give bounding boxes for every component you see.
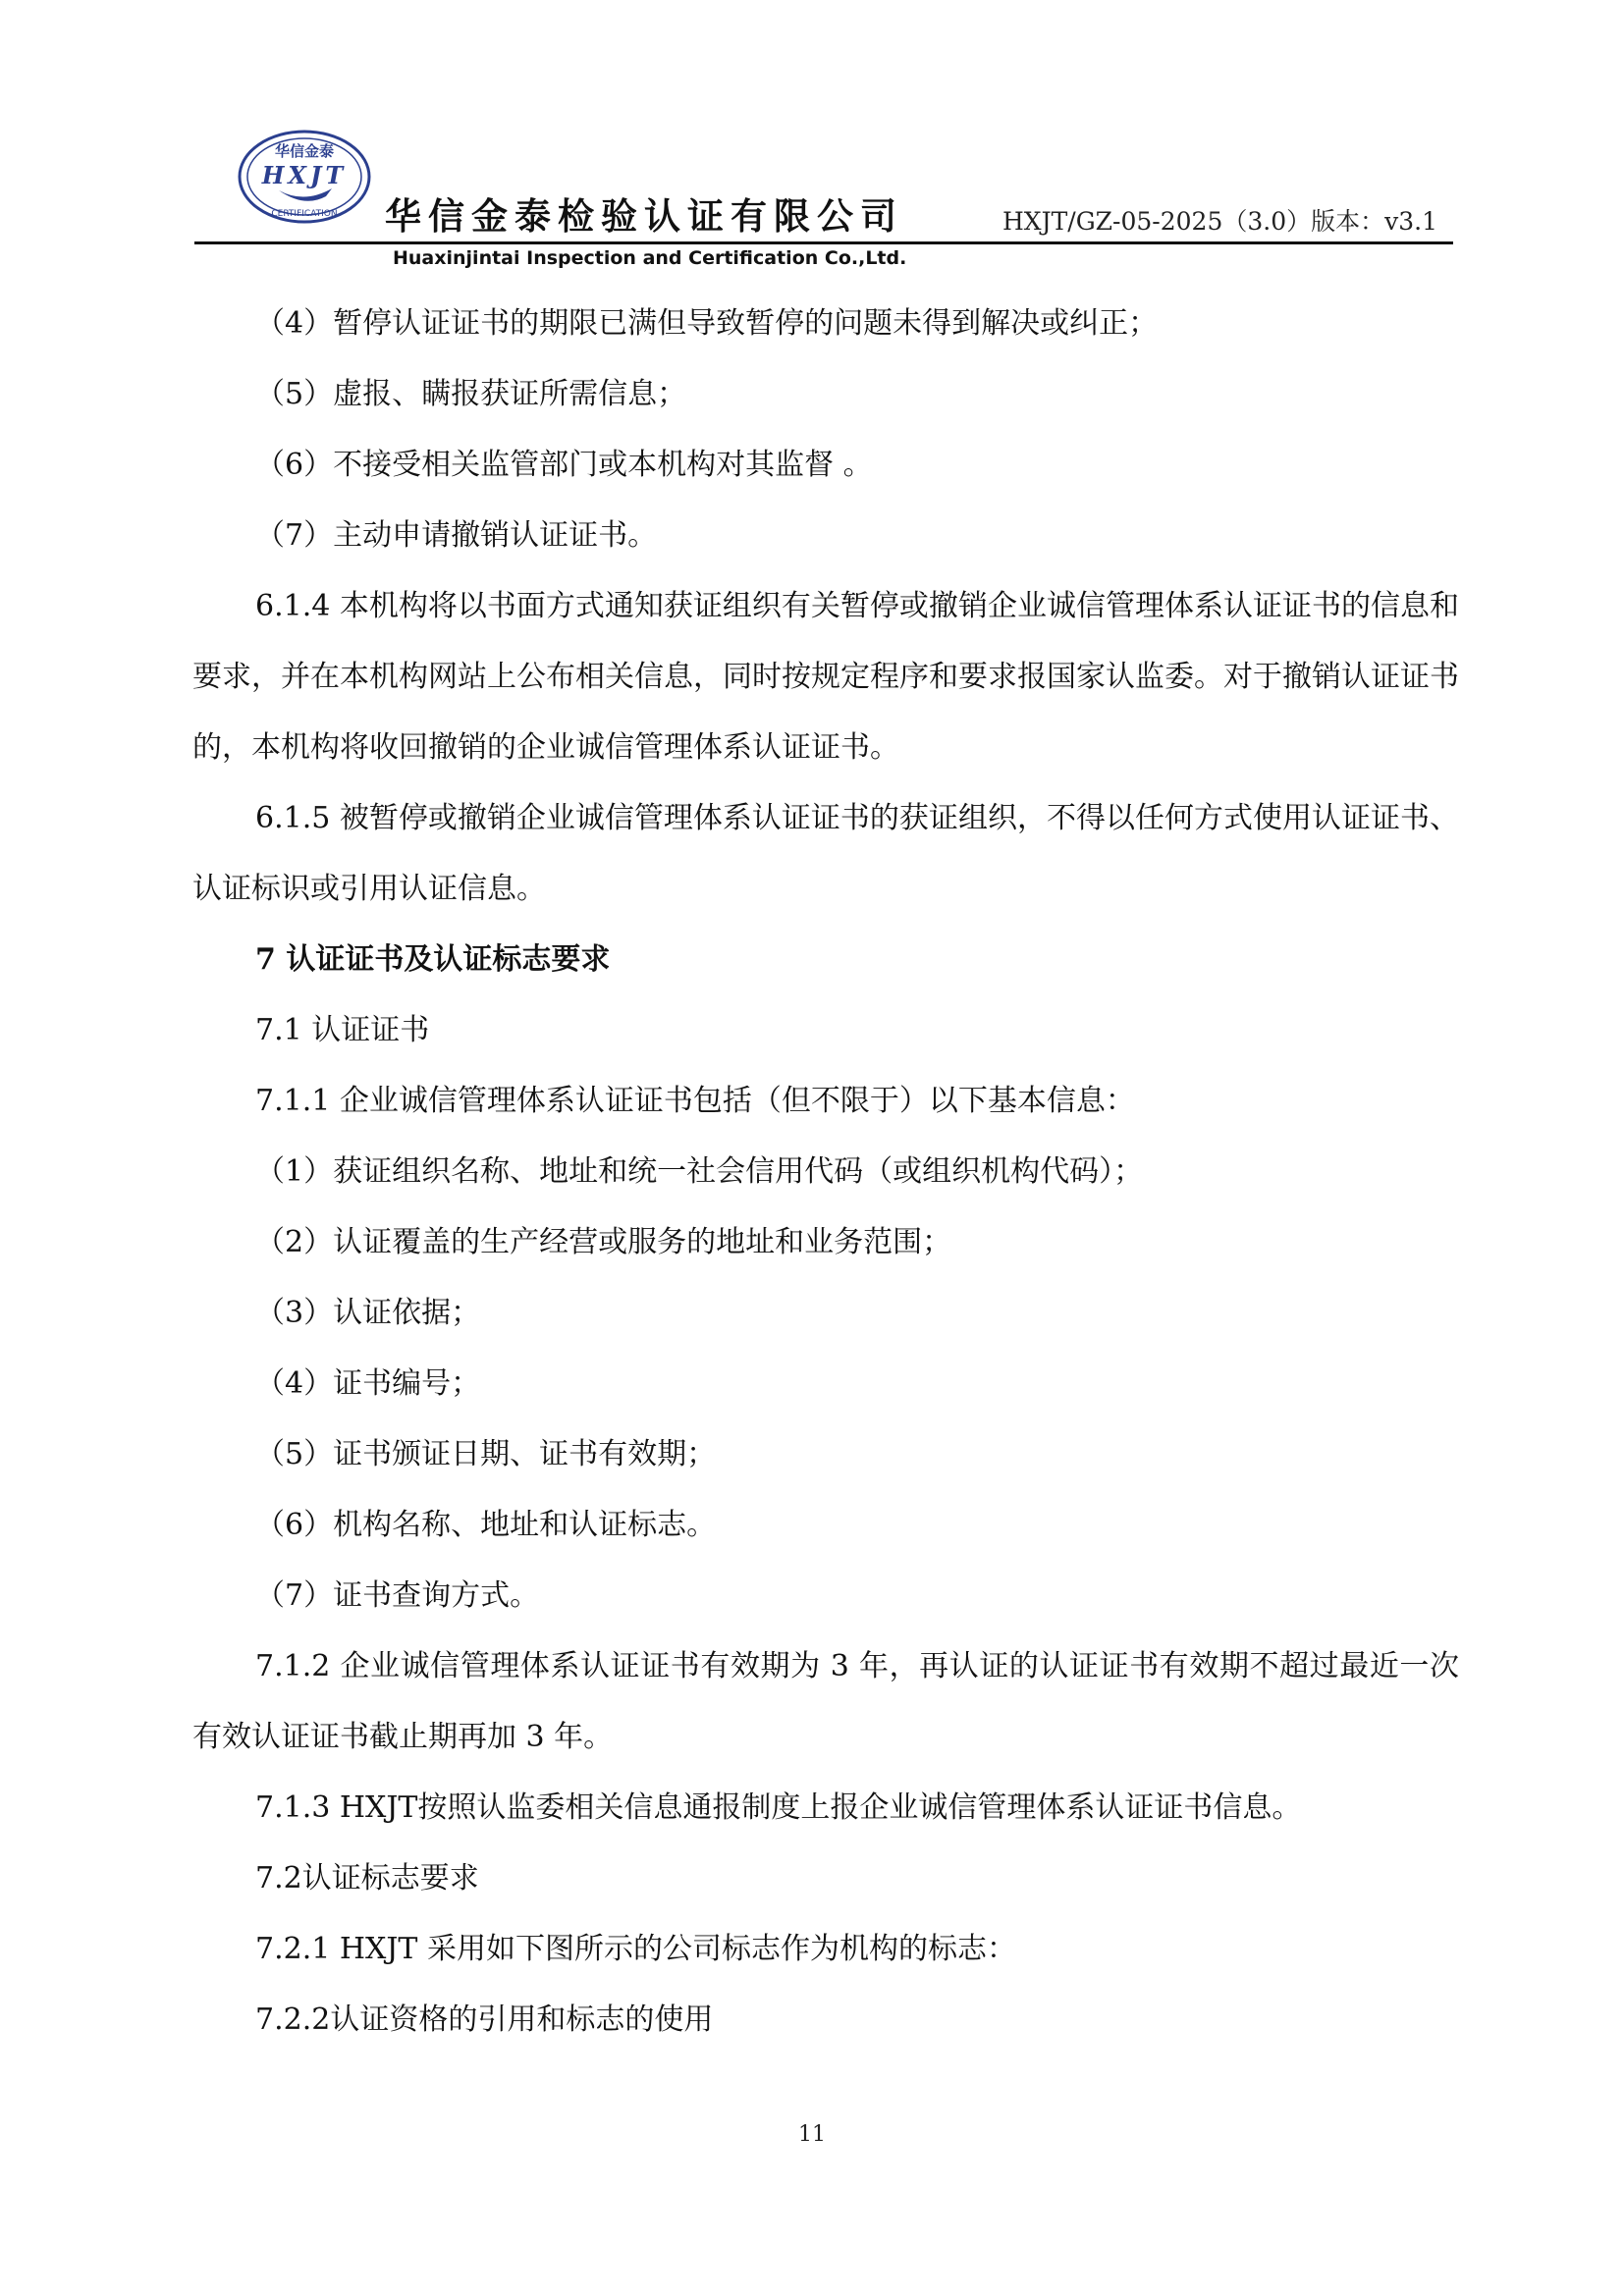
list-item: （5）证书颁证日期、证书有效期； xyxy=(255,1437,717,1471)
document-body xyxy=(192,289,1459,2056)
subsection-heading-7-1: 7.1 认证证书 xyxy=(255,1013,430,1047)
list-item: （4）证书编号； xyxy=(255,1366,481,1401)
subsection-heading-7-2: 7.2认证标志要求 xyxy=(255,1861,479,1896)
logo-mid-text: HXJT xyxy=(261,161,348,189)
logo-bottom-text: CERTIFICATION xyxy=(271,209,338,219)
clause-6-1-5: 6.1.5 被暂停或撤销企业诚信管理体系认证证书的获证组织，不得以任何方式使用认证证书、认证标识或引用认证信息。 xyxy=(192,801,1459,906)
list-item: （6）机构名称、地址和认证标志。 xyxy=(255,1508,717,1542)
clause-7-1-1: 7.1.1 企业诚信管理体系认证证书包括（但不限于）以下基本信息： xyxy=(255,1084,1135,1118)
list-item: （6）不接受相关监管部门或本机构对其监督 。 xyxy=(255,448,873,482)
clause-6-1-4: 6.1.4 本机构将以书面方式通知获证组织有关暂停或撤销企业诚信管理体系认证证书的信息和要求，并在本机构网站上公布相关信息，同时按规定程序和要求报国家认监委。对于撤销认证证书的，本机构将收回撤销的企业诚信管理体系认证证书。 xyxy=(192,589,1459,765)
clause-7-2-1: 7.2.1 HXJT 采用如下图所示的公司标志作为机构的标志： xyxy=(255,1932,1016,1966)
company-name-english: Huaxinjintai Inspection and Certification Co.,Ltd. xyxy=(393,247,907,269)
company-name: 华信金泰检验认证有限公司 xyxy=(385,195,903,238)
company-logo xyxy=(236,128,373,226)
hxjt-seal-icon xyxy=(236,128,373,226)
document-code: HXJT/GZ-05-2025（3.0）版本：v3.1 xyxy=(1001,207,1437,236)
list-item: （4）暂停认证证书的期限已满但导致暂停的问题未得到解决或纠正； xyxy=(255,306,1159,341)
clause-7-1-2: 7.1.2 企业诚信管理体系认证证书有效期为 3 年，再认证的认证证书有效期不超过最近一次有效认证证书截止期再加 3 年。 xyxy=(192,1649,1459,1754)
clause-7-1-3: 7.1.3 HXJT按照认监委相关信息通报制度上报企业诚信管理体系认证证书信息。 xyxy=(255,1790,1302,1825)
list-item: （7）主动申请撤销认证证书。 xyxy=(255,518,658,553)
list-item: （3）认证依据； xyxy=(255,1296,481,1330)
section-heading-7: 7 认证证书及认证标志要求 xyxy=(255,942,611,977)
logo-top-text: 华信金泰 xyxy=(274,142,335,160)
list-item: （2）认证覆盖的生产经营或服务的地址和业务范围； xyxy=(255,1225,952,1259)
header-divider xyxy=(194,241,1453,244)
list-item: （5）虚报、瞒报获证所需信息； xyxy=(255,377,687,411)
list-item: （7）证书查询方式。 xyxy=(255,1578,540,1613)
list-item: （1）获证组织名称、地址和统一社会信用代码（或组织机构代码）； xyxy=(255,1154,1144,1189)
clause-7-2-2: 7.2.2认证资格的引用和标志的使用 xyxy=(255,2002,714,2037)
page-number: 11 xyxy=(798,2122,826,2147)
